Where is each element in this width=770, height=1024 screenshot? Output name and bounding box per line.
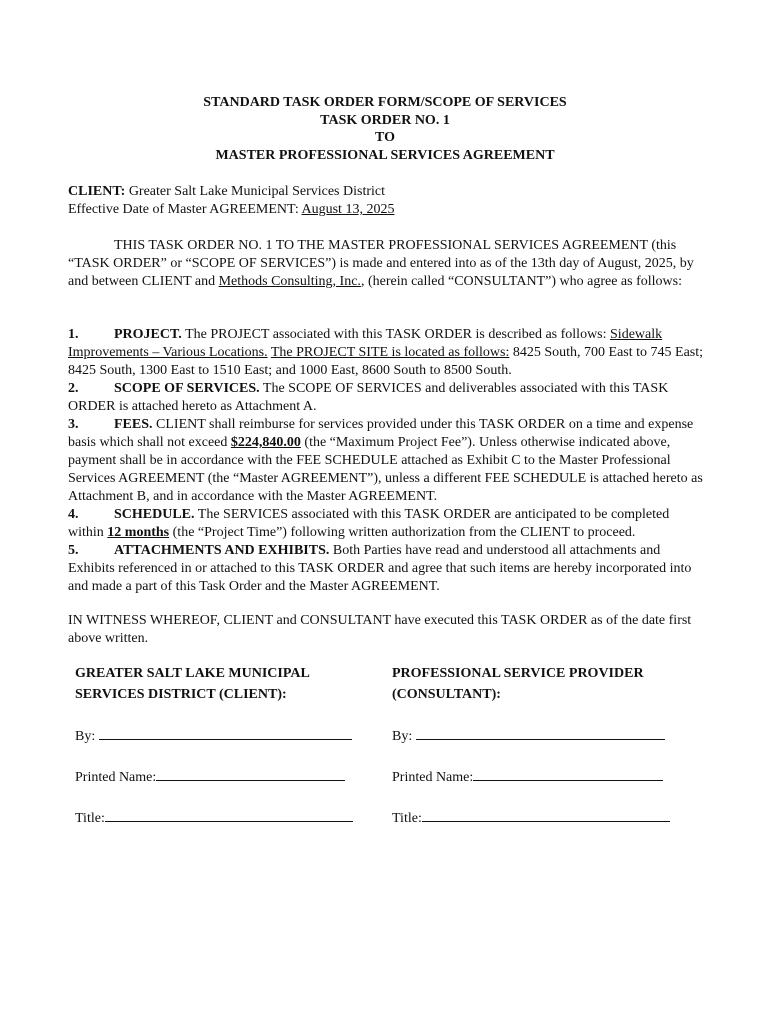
signature-line — [156, 768, 345, 781]
section-number: 4. — [68, 507, 79, 522]
intro-text-end: , (herein called “CONSULTANT”) who agree as follows: — [360, 274, 682, 289]
consultant-by-line — [392, 727, 692, 746]
signature-line — [416, 727, 665, 740]
title-label: Title: — [392, 811, 422, 826]
section-schedule — [68, 506, 704, 542]
printed-name-label: Printed Name: — [75, 770, 157, 785]
signature-line — [422, 809, 670, 822]
signature-line — [99, 727, 352, 740]
project-duration: 12 months — [107, 525, 170, 540]
signature-line — [105, 809, 353, 822]
consultant-signature-heading-2: (CONSULTANT): — [392, 687, 501, 702]
client-info — [68, 183, 704, 219]
max-fee-amount: $224,840.00 — [230, 435, 301, 450]
header-agreement: MASTER PROFESSIONAL SERVICES AGREEMENT — [215, 147, 555, 163]
client-by-line — [75, 727, 365, 746]
consultant-title-line — [392, 809, 692, 828]
section-project — [68, 326, 704, 380]
title-label: Title: — [75, 811, 105, 826]
consultant-signature-heading: PROFESSIONAL SERVICE PROVIDER — [392, 666, 644, 681]
client-signature-block — [75, 663, 365, 828]
consultant-name: Methods Consulting, Inc. — [218, 274, 361, 289]
effective-date-label: Effective Date of Master AGREEMENT: — [68, 202, 299, 217]
printed-name-label: Printed Name: — [392, 770, 474, 785]
section-text: CLIENT shall reimburse for services provided under this TASK ORDER on a time and expense basis which shall not exceed — [68, 417, 694, 450]
section-text: The SCOPE OF SERVICES and deliverables associated with this TASK ORDER is attached hereto as Attachment A. — [68, 381, 669, 414]
section-text-end: (the “Maximum Project Fee”). Unless otherwise indicated above, payment shall be in accordance with the FEE SCHEDULE attached as Exhibit C to the Master Professional Services AGREEMENT (the “Master AGREEMENT”), unless a different FEE SCHEDULE is attached hereto as Attachment B, and in accordance with the Master AGREEMENT. — [68, 435, 703, 504]
by-label: By: — [392, 729, 416, 744]
section-scope — [68, 380, 704, 416]
section-number: 3. — [68, 417, 79, 432]
section-number: 1. — [68, 327, 79, 342]
signature-line — [473, 768, 663, 781]
section-text: The PROJECT associated with this TASK ORDER is described as follows: — [185, 327, 611, 342]
client-printed-name-line — [75, 768, 365, 787]
header-to: TO — [375, 130, 395, 145]
client-signature-heading-2: SERVICES DISTRICT (CLIENT): — [75, 687, 287, 702]
section-title: FEES. — [114, 417, 153, 432]
document-header — [0, 94, 770, 164]
section-text-end: (the “Project Time”) following written authorization from the CLIENT to proceed. — [169, 525, 636, 540]
client-title-line — [75, 809, 365, 828]
client-label: CLIENT: — [68, 184, 126, 199]
section-number: 2. — [68, 381, 79, 396]
section-attachments — [68, 542, 704, 596]
section-text: Both Parties have read and understood all attachments and Exhibits referenced in or attached to this TASK ORDER and agree that such items are hereby incorporated into and made a part of this Task Order and the Master AGREEMENT. — [68, 543, 692, 594]
project-site-label: The PROJECT SITE is located as follows: — [270, 345, 510, 360]
section-title: PROJECT. — [114, 327, 182, 342]
section-number: 5. — [68, 543, 79, 558]
project-name: Sidewalk Improvements – Various Locations. — [68, 327, 663, 360]
intro-paragraph — [68, 237, 704, 291]
section-text: The SERVICES associated with this TASK ORDER are anticipated to be completed within — [68, 507, 670, 540]
section-title: ATTACHMENTS AND EXHIBITS. — [114, 543, 330, 558]
witness-text: IN WITNESS WHEREOF, CLIENT and CONSULTANT have executed this TASK ORDER as of the date first above written. — [68, 613, 692, 646]
header-title: STANDARD TASK ORDER FORM/SCOPE OF SERVICES — [203, 95, 567, 110]
consultant-printed-name-line — [392, 768, 692, 787]
effective-date: August 13, 2025 — [301, 202, 395, 217]
client-name: Greater Salt Lake Municipal Services District — [128, 184, 386, 199]
project-site: 8425 South, 700 East to 745 East; 8425 South, 1300 East to 1510 East; and 1000 East, 8600 South to 8500 South. — [68, 345, 704, 378]
section-title: SCOPE OF SERVICES. — [114, 381, 260, 396]
intro-text: THIS TASK ORDER NO. 1 TO THE MASTER PROFESSIONAL SERVICES AGREEMENT (this “TASK ORDER” or “SCOPE OF SERVICES”) is made and entered into as of the 13th day of August, 2025, by and between CLIENT and — [68, 238, 694, 289]
witness-paragraph — [68, 612, 704, 648]
section-title: SCHEDULE. — [114, 507, 195, 522]
client-signature-heading: GREATER SALT LAKE MUNICIPAL — [75, 666, 310, 681]
header-task-order: TASK ORDER NO. 1 — [320, 112, 450, 128]
sections — [68, 326, 704, 596]
consultant-signature-block — [392, 663, 692, 828]
by-label: By: — [75, 729, 99, 744]
section-fees — [68, 416, 704, 506]
